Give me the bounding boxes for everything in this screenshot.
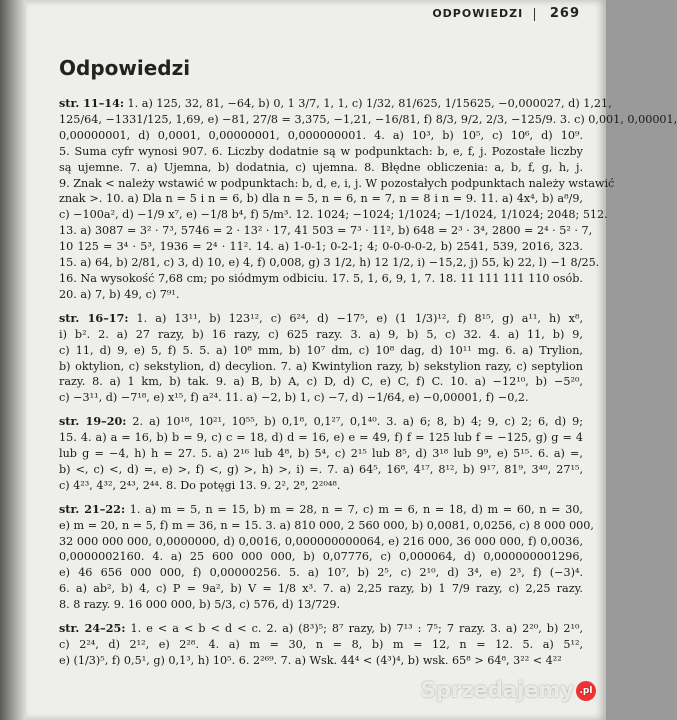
watermark-badge: .pl xyxy=(576,681,596,701)
answer-line: znak >. 10. a) Dla n = 5 i n = 6, b) dla n = 5, n = 6, n = 7, n = 8 i n = 9. 11. a) 4x⁴, b) a⁸/9, xyxy=(59,192,583,206)
answer-line: b) <, c) <, d) =, e) >, f) <, g) >, h) >, i) =. 7. a) 64⁵, 16⁸, 4¹⁷, 8¹², b) 9¹⁷, 81⁹, 3⁴⁰, 27¹⁵, xyxy=(59,462,583,476)
answer-line: str. 16–17: 1. a) 13¹¹, b) 123¹², c) 6²⁴, d) −17⁵, e) (1 1/3)¹², f) 8¹⁵, g) a¹¹, h) x⁸, xyxy=(59,310,583,325)
running-head-divider xyxy=(534,8,535,21)
answer-line: 32 000 000 000, 0,0000000, d) 0,0016, 0,000000000064, e) 216 000, 36 000 000, f) 0,0036, xyxy=(59,534,583,548)
running-head xyxy=(432,6,580,21)
answer-line: 5. Suma cyfr wynosi 907. 6. Liczby dodatnie są w podpunktach: b, e, f, j. Pozostałe liczby xyxy=(59,144,583,158)
answer-line: c) 2²⁴, d) 2¹², e) 2²⁸. 4. a) m = 30, n = 8, b) m = 12, n = 12. 5. a) 5¹², xyxy=(59,638,583,651)
answer-line: e) (1/3)⁵, f) 0,5¹, g) 0,1³, h) 10⁵. 6. 2²⁶⁹. 7. a) Wsk. 44⁴ < (4³)⁴, b) wsk. 65⁸ > 64⁸, 3²² < 4²² xyxy=(59,653,562,667)
answer-line: 16. Na wysokość 7,68 cm; po siódmym odbiciu. 17. 5, 1, 6, 9, 1, 7. 18. 11 111 111 110 osób. xyxy=(59,271,583,285)
answer-line: str. 11–14: 1. a) 125, 32, 81, −64, b) 0, 1 3/7, 1, 1, c) 1/32, 81/625, 1/15625, −0,000027, d) 1,21, xyxy=(59,96,612,110)
section-heading: str. 19–20: xyxy=(59,414,127,429)
watermark-text: Sprzedajemy xyxy=(420,678,574,702)
answer-line: c) −3¹¹, d) −7¹⁸, e) x¹⁵, f) a²⁴. 11. a) −2, b) 1, c) −7, d) −1/64, e) −0,00001, f) −0,2. xyxy=(59,391,529,405)
answer-line: 10 125 = 3⁴ · 5³, 1936 = 2⁴ · 11². 14. a) 1-0-1; 0-2-1; 4; 0-0-0-0-2, b) 2541, 539, 2016, 323. xyxy=(59,240,583,254)
answers-body xyxy=(59,96,677,677)
section-heading: str. 24–25: xyxy=(59,621,126,636)
answer-line: 13. a) 3087 = 3² · 7³, 5746 = 2 · 13² · 17, 41 503 = 7³ · 11², b) 648 = 2³ · 3⁴, 2800 = 2⁴ · 5² · 7, xyxy=(59,224,593,238)
answer-line: c) 11, d) 9, e) 5, f) 5. 5. a) 10⁸ mm, b) 10⁷ dm, c) 10⁸ dag, d) 10¹¹ mg. 6. a) Trylion, xyxy=(59,343,583,357)
answer-line: 20. a) 7, b) 49, c) 7⁹¹. xyxy=(59,287,180,301)
answer-line: c) 4²³, 4³², 2⁴³, 2⁴⁴. 8. Do potęgi 13. 9. 2², 2⁸, 2²⁰⁴⁸. xyxy=(59,478,341,492)
section-heading: str. 21–22: xyxy=(59,501,126,516)
answers-section xyxy=(59,96,677,303)
answer-line: 8. 8 razy. 9. 16 000 000, b) 5/3, c) 576, d) 13/729. xyxy=(59,598,341,612)
answer-line: 9. Znak < należy wstawić w podpunktach: b, d, e, i, j. W pozostałych podpunktach należy wstawić xyxy=(59,176,615,190)
answers-section xyxy=(59,414,583,494)
answer-line: i) b². 2. a) 27 razy, b) 16 razy, c) 625 razy. 3. a) 9, b) 5, c) 32. 4. a) 11, b) 9, xyxy=(59,327,583,341)
answer-line: e) 46 656 000 000, f) 0,00000256. 5. a) 10⁷, b) 2⁵, c) 2¹⁰, d) 3⁴, e) 2³, f) (−3)⁴. xyxy=(59,566,583,580)
page-number: 269 xyxy=(549,6,580,21)
section-heading: str. 16–17: xyxy=(59,310,129,325)
watermark-logo xyxy=(421,678,596,702)
answer-line: c) −100a², d) −1/9 x⁷, e) −1/8 b⁴, f) 5/m³. 12. 1024; −1024; 1/1024; −1/1024, 1/1024; 2048; 512. xyxy=(59,208,608,222)
answer-line: są ujemne. 7. a) Ujemna, b) dodatnia, c) ujemna. 8. Błędne obliczenia: a, b, f, g, h, j. xyxy=(59,160,583,174)
answer-line: str. 21–22: 1. a) m = 5, n = 15, b) m = 28, n = 7, c) m = 6, n = 18, d) m = 60, n = 30, xyxy=(59,501,583,516)
answer-line: 6. a) ab², b) 4, c) P = 9a², b) V = 1/8 x³. 7. a) 2,25 razy, b) 1 7/9 razy, c) 2,25 razy. xyxy=(59,582,583,596)
section-heading: str. 11–14: xyxy=(59,96,124,110)
answer-line: b) oktylion, c) sekstylion, d) decylion. 7. a) Kwintylion razy, b) sekstylion razy, c) septylion xyxy=(59,359,583,373)
answer-line: razy. 8. a) 1 km, b) tak. 9. a) B, b) A, c) D, d) C, e) C, f) C. 10. a) −12¹⁰, b) −5²⁰, xyxy=(59,375,583,389)
answer-line: 0,0000002160. 4. a) 25 600 000 000, b) 0,07776, c) 0,000064, d) 0,000000001296, xyxy=(59,550,583,564)
running-head-section: ODPOWIEDZI xyxy=(432,7,524,20)
answers-section xyxy=(59,501,594,613)
answer-line: e) m = 20, n = 5, f) m = 36, n = 15. 3. a) 810 000, 2 560 000, b) 0,0081, 0,0256, c) 8 000 000, xyxy=(59,518,594,532)
answer-line: 15. 4. a) a = 16, b) b = 9, c) c = 18, d) d = 16, e) e = 49, f) f = 125 lub f = −125, g) g = 4 xyxy=(59,431,583,445)
book-spine-shadow xyxy=(0,0,26,720)
answer-line: lub g = −4, h) h = 27. 5. a) 2¹⁶ lub 4⁸, b) 5⁴, c) 2¹⁵ lub 8⁵, d) 3¹⁸ lub 9⁹, e) 5¹⁵. 6. a) =, xyxy=(59,447,583,461)
answer-line: str. 19–20: 2. a) 10¹⁸, 10²¹, 10⁵⁵, b) 0,1⁸, 0,1²⁷, 0,1⁴⁰. 3. a) 6; 8, b) 4; 9, c) 2; 6, d) 9; xyxy=(59,414,584,429)
answer-line: 15. a) 64, b) 2/81, c) 3, d) 10, e) 4, f) 0,008, g) 3 1/2, h) 12 1/2, i) −15,2, j) 55, k) 22, l) −1 8/25. xyxy=(59,256,600,270)
answer-line: 125/64, −1331/125, 1,69, e) −81, 27/8 = 3,375, −1,21, −16/81, f) 8/3, 9/2, 2/3, −125/9. 3. c) 0,001, 0,00001, xyxy=(59,112,677,126)
answers-section xyxy=(59,621,583,669)
answers-section xyxy=(59,311,583,406)
book-page xyxy=(26,0,677,720)
answer-line: 0,00000001, d) 0,0001, 0,00000001, 0,000000001. 4. a) 10³, b) 10⁵, c) 10⁶, d) 10⁹. xyxy=(59,128,583,142)
page-title: Odpowiedzi xyxy=(59,56,191,80)
answer-line: str. 24–25: 1. e < a < b < d < c. 2. a) (8³)⁵; 8⁷ razy, b) 7¹³ : 7⁵; 7 razy. 3. a) 2²⁰, b) 2¹⁰, xyxy=(59,621,583,636)
